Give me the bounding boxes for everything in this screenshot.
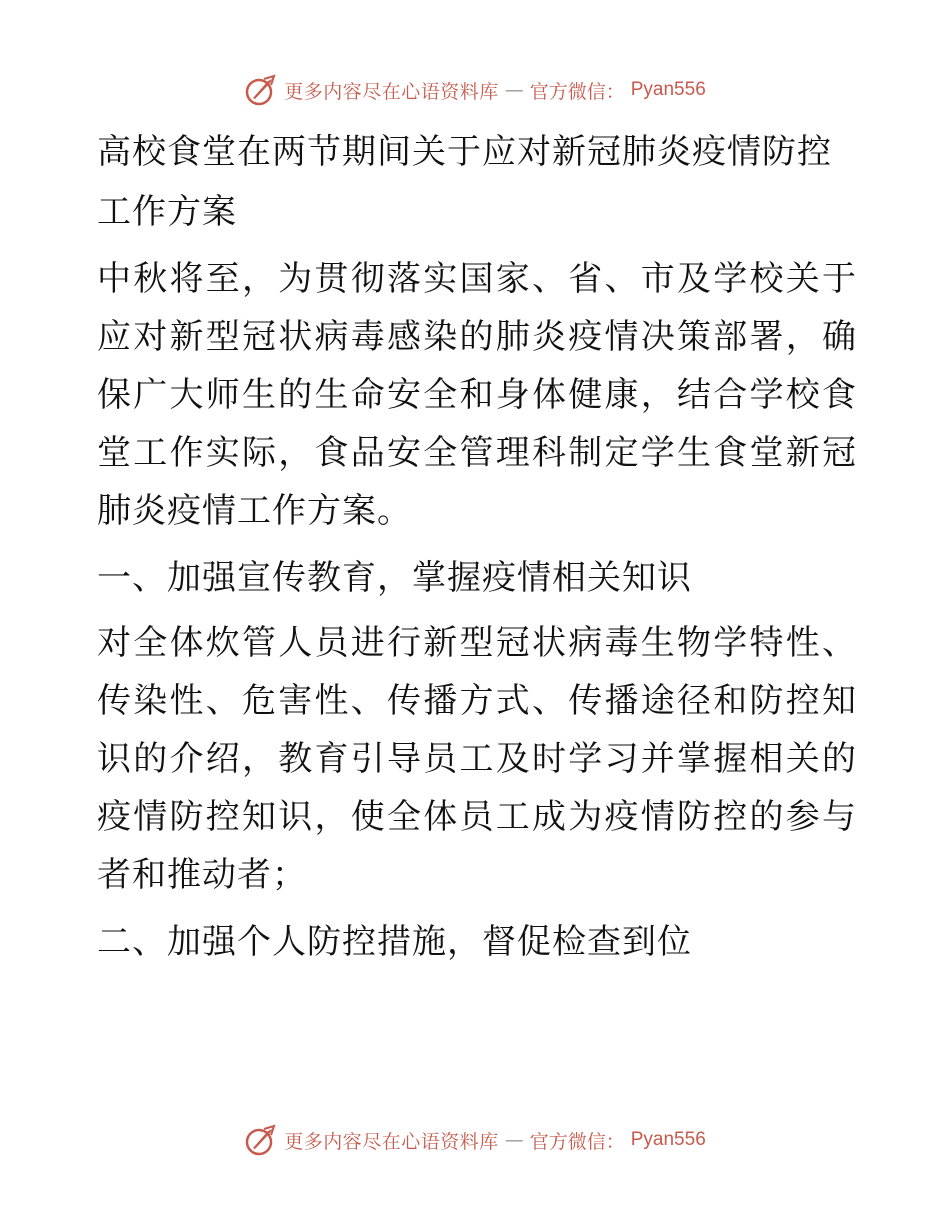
quill-logo-icon xyxy=(244,1123,278,1157)
quill-logo-icon xyxy=(244,73,278,107)
banner-text: 更多内容尽在心语资料库 xyxy=(284,1130,499,1153)
intro-paragraph: 中秋将至，为贯彻落实国家、省、市及学校关于应对新型冠状病毒感染的肺炎疫情决策部署，确保广大师生的生命安全和身体健康，结合学校食堂工作实际，食品安全管理科制定学生食堂新冠肺炎疫情工作方案。 xyxy=(97,259,857,531)
document-title: 高校食堂在两节期间关于应对新冠肺炎疫情防控工作方案 xyxy=(97,132,832,232)
footer-banner xyxy=(0,1120,950,1160)
document-body xyxy=(97,122,857,978)
banner-text: 更多内容尽在心语资料库 xyxy=(284,80,499,103)
section-1-body: 对全体炊管人员进行新型冠状病毒生物学特性、传染性、危害性、传播方式、传播途径和防控知识的介绍，教育引导员工及时学习并掌握相关的疫情防控知识，使全体员工成为疫情防控的参与者和推动者； xyxy=(97,623,857,895)
banner-wechat-label: 官方微信： xyxy=(529,1130,625,1153)
banner-separator: — xyxy=(504,79,524,101)
banner-wechat-label: 官方微信： xyxy=(529,80,625,103)
section-2-heading: 二、加强个人防控措施，督促检查到位 xyxy=(97,922,692,962)
section-1-heading: 一、加强宣传教育，掌握疫情相关知识 xyxy=(97,558,692,598)
banner-separator: — xyxy=(504,1129,524,1151)
banner-wechat-id: Pyan556 xyxy=(630,1129,706,1150)
header-banner xyxy=(0,70,950,110)
banner-wechat-id: Pyan556 xyxy=(630,79,706,100)
